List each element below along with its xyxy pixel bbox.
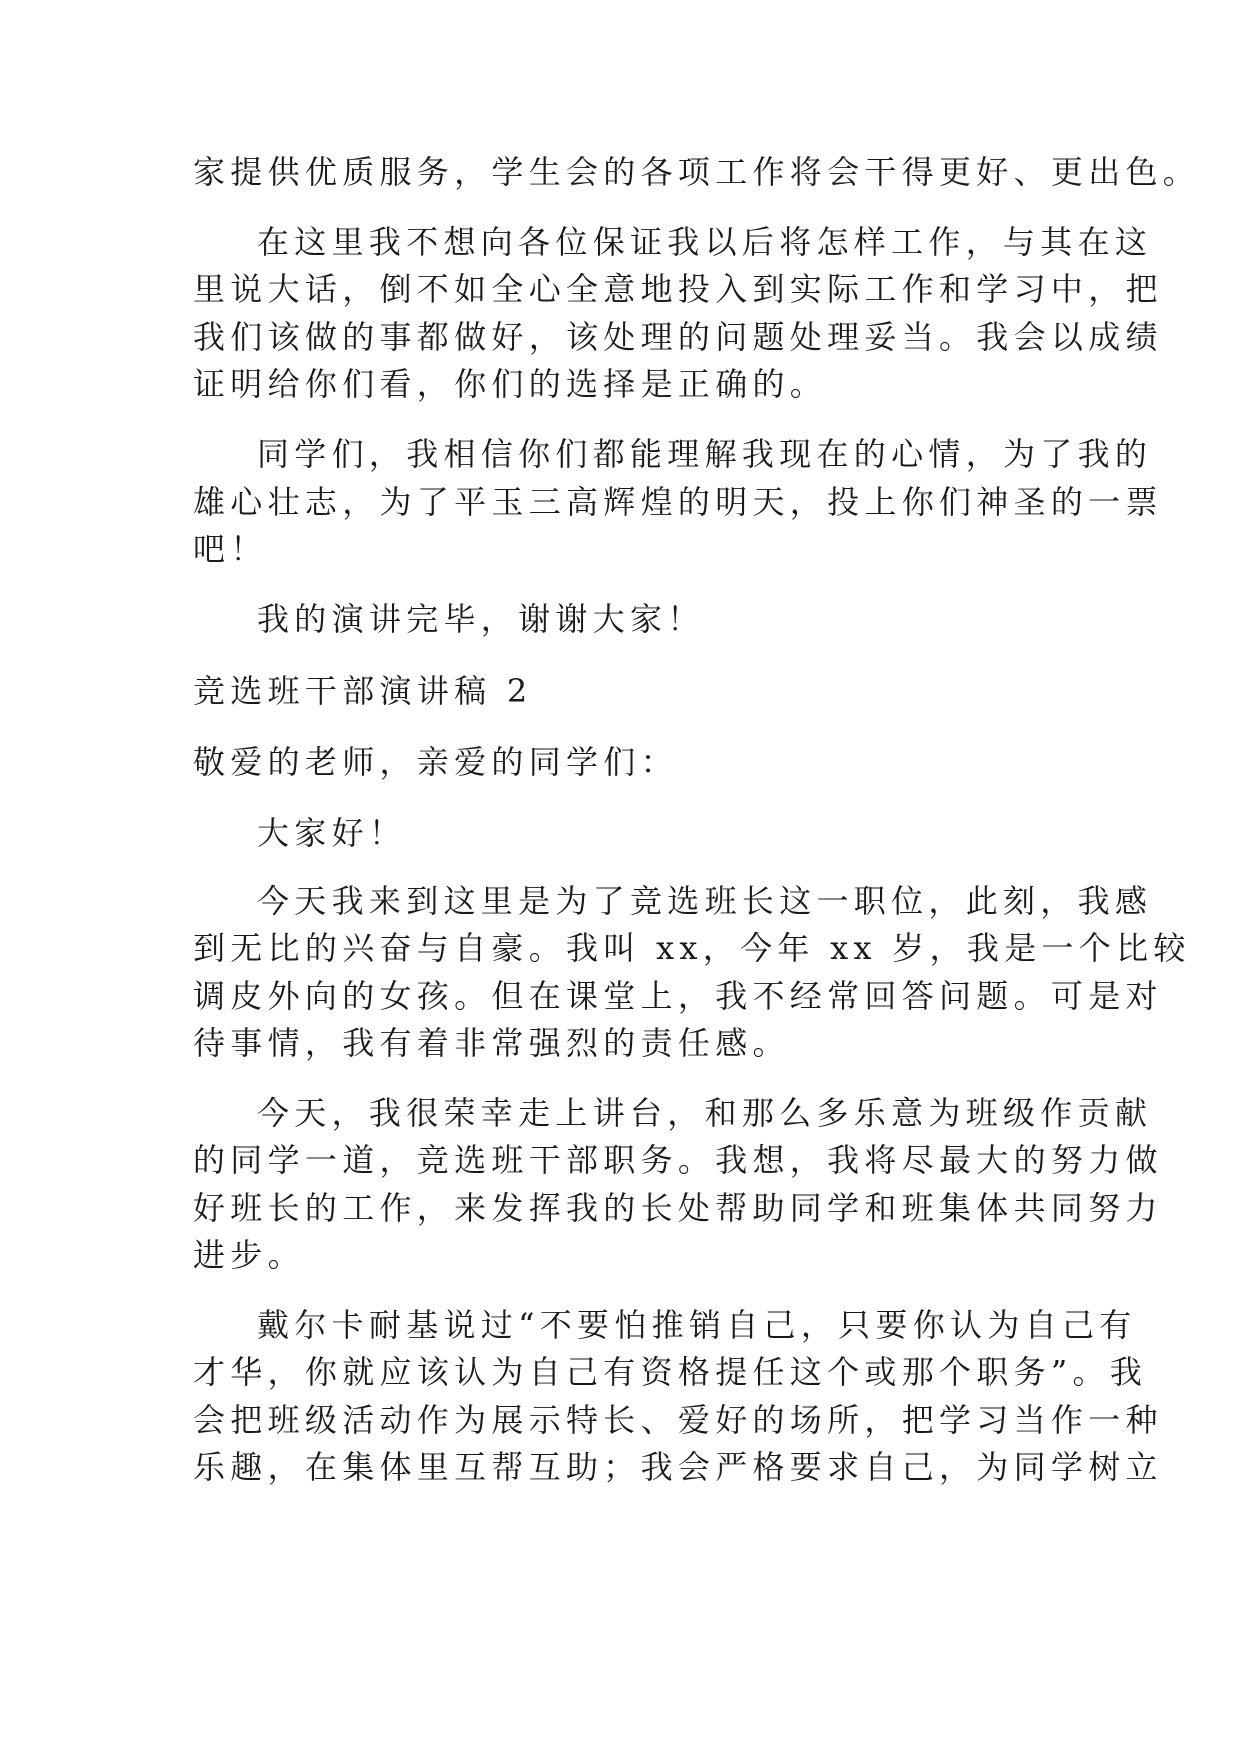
paragraph-start: 同学们，我相信你们都能理解我现在的心情，为了我的 [257, 435, 1153, 473]
text-line: 我们该做的事都做好，该处理的问题处理妥当。我会以成绩 [193, 318, 1163, 356]
text-line: 才华，你就应该认为自己有资格提任这个或那个职务”。我 [193, 1353, 1148, 1391]
text-line: 的同学一道，竞选班干部职务。我想，我将尽最大的努力做 [193, 1141, 1163, 1179]
text-line: 证明给你们看，你们的选择是正确的。 [193, 365, 828, 403]
paragraph-start: 今天我来到这里是为了竞选班长这一职位，此刻，我感 [257, 882, 1153, 920]
paragraph-start: 今天，我很荣幸走上讲台，和那么多乐意为班级作贡献 [257, 1094, 1153, 1132]
text-line: 里说大话，倒不如全心全意地投入到实际工作和学习中，把 [193, 270, 1163, 308]
text-line: 乐趣，在集体里互帮互助；我会严格要求自己，为同学树立 [193, 1448, 1163, 1486]
text-line: 进步。 [193, 1236, 305, 1274]
text-line: 会把班级活动作为展示特长、爱好的场所，把学习当作一种 [193, 1401, 1163, 1439]
paragraph-start: 我的演讲完毕，谢谢大家！ [257, 600, 705, 638]
text-line: 家提供优质服务，学生会的各项工作将会干得更好、更出色。 [193, 153, 1201, 191]
text-line: 吧！ [193, 530, 268, 568]
greeting: 大家好！ [257, 814, 407, 852]
text-line: 好班长的工作，来发挥我的长处帮助同学和班集体共同努力 [193, 1189, 1163, 1227]
section-heading: 竞选班干部演讲稿 2 [193, 672, 533, 710]
paragraph-start: 戴尔卡耐基说过“不要怕推销自己，只要你认为自己有 [257, 1306, 1137, 1344]
paragraph-start: 在这里我不想向各位保证我以后将怎样工作，与其在这 [257, 223, 1153, 261]
text-line: 雄心壮志，为了平玉三高辉煌的明天，投上你们神圣的一票 [193, 483, 1163, 521]
text-line: 调皮外向的女孩。但在课堂上，我不经常回答问题。可是对 [193, 977, 1163, 1015]
text-line: 待事情，我有着非常强烈的责任感。 [193, 1024, 790, 1062]
text-line: 到无比的兴奋与自豪。我叫 xx，今年 xx 岁，我是一个比较 [193, 929, 1191, 967]
salutation: 敬爱的老师，亲爱的同学们： [193, 743, 678, 781]
